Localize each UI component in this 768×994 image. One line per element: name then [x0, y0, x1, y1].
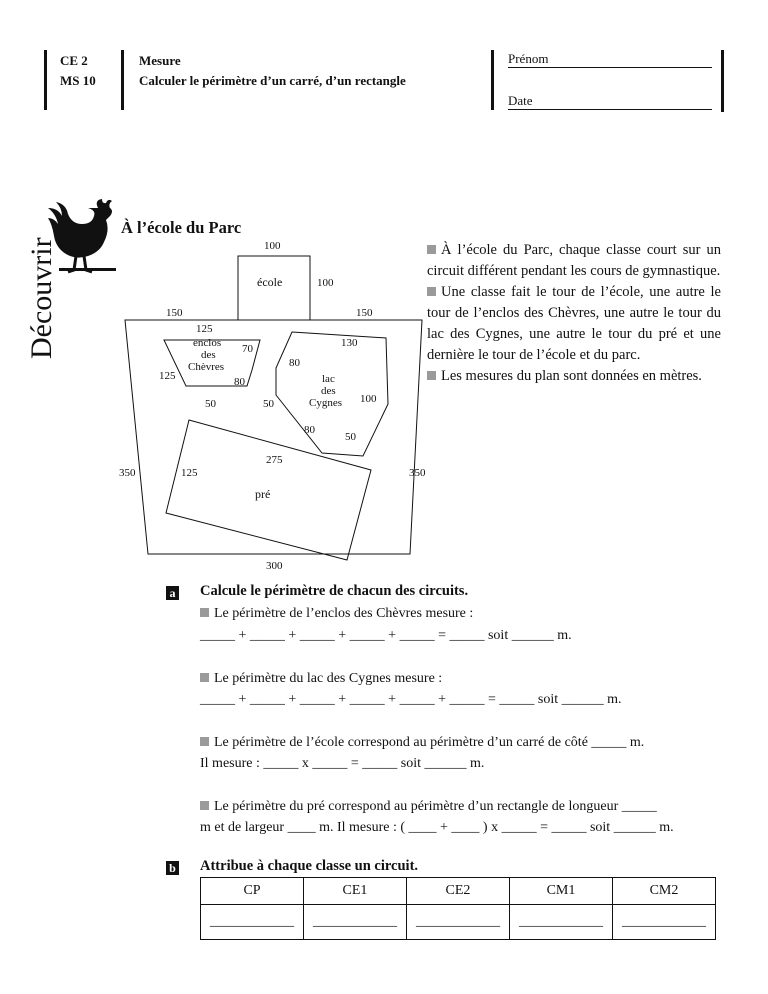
square-bullet-icon: [200, 673, 209, 682]
q2-text: Le périmètre du lac des Cygnes mesure :: [200, 669, 442, 689]
q4-answer-line[interactable]: m et de largeur ____ m. Il mesure : ( ____ + ____ ) x _____ = _____ soit ______ m.: [200, 820, 674, 835]
question-b-letter: b: [166, 861, 179, 875]
ecole-top-length: 100: [264, 240, 281, 252]
side-label: Découvrir: [25, 237, 58, 359]
answer-cell[interactable]: ____________: [510, 905, 613, 940]
answer-cell[interactable]: ____________: [304, 905, 407, 940]
lac-label-1: lac: [322, 373, 335, 385]
lac-left-lower-length: 50: [263, 398, 274, 410]
header-bar-left: [44, 50, 47, 110]
question-b-title: Attribue à chaque classe un circuit.: [200, 858, 419, 874]
park-map: [100, 240, 460, 580]
enclos-label-2: des: [201, 349, 216, 361]
column-header: CM1: [510, 878, 613, 905]
prenom-label: Prénom: [508, 51, 549, 66]
pre-top-length: 275: [266, 454, 283, 466]
level-label: CE 2: [60, 53, 88, 68]
lac-top-length: 130: [341, 337, 358, 349]
code-label: MS 10: [60, 73, 96, 88]
q1-text: Le périmètre de l’enclos des Chèvres mesure :: [200, 604, 473, 624]
square-bullet-icon: [427, 245, 436, 254]
park-top-left-length: 150: [166, 307, 183, 319]
intro-paragraph-2: Une classe fait le tour de l’école, une autre le tour de l’enclos des Chèvres, une autre le tour du lac des Cygnes, une autre le tour du pré et une dernière le tour de l’école et du parc.: [427, 284, 721, 363]
enclos-label-1: enclos: [193, 337, 222, 349]
q3-text[interactable]: Le périmètre de l’école correspond au périmètre d’un carré de côté _____ m.: [200, 733, 644, 753]
lac-right-length: 100: [360, 393, 377, 405]
class-circuit-table: [200, 877, 716, 940]
answer-cell[interactable]: ____________: [613, 905, 716, 940]
header-bar-mid: [121, 50, 124, 110]
lac-bottom-right-length: 50: [345, 431, 356, 443]
square-bullet-icon: [200, 737, 209, 746]
park-top-right-length: 150: [356, 307, 373, 319]
park-outline: [125, 320, 422, 554]
enclos-bottom-length: 50: [205, 398, 216, 410]
park-bottom-length: 300: [266, 560, 283, 572]
lac-bottom-left-length: 80: [304, 424, 315, 436]
square-bullet-icon: [200, 608, 209, 617]
question-a-title: Calcule le périmètre de chacun des circuits.: [200, 583, 469, 599]
park-left-length: 350: [119, 467, 136, 479]
pre-left-length: 125: [181, 467, 198, 479]
table-header-row: [201, 878, 716, 905]
q4-text[interactable]: Le périmètre du pré correspond au périmètre d’un rectangle de longueur _____: [200, 797, 657, 817]
table-answer-row: [201, 905, 716, 940]
intro-text: [427, 240, 721, 387]
pre-label: pré: [255, 487, 271, 501]
q2-answer-line[interactable]: _____ + _____ + _____ + _____ + _____ + _____ = _____ soit ______ m.: [200, 692, 622, 707]
park-right-length: 350: [409, 467, 426, 479]
answer-cell[interactable]: ____________: [201, 905, 304, 940]
enclos-left-length: 125: [159, 370, 176, 382]
enclos-top-length: 125: [196, 323, 213, 335]
intro-paragraph-1: À l’école du Parc, chaque classe court sur un circuit différent pendant les cours de gymnastique.: [427, 242, 721, 279]
answer-cell[interactable]: ____________: [407, 905, 510, 940]
date-label: Date: [508, 93, 533, 108]
enclos-right-lower-length: 80: [234, 376, 245, 388]
header-bar-right: [491, 50, 494, 110]
section-title: À l’école du Parc: [121, 218, 242, 237]
column-header: CP: [201, 878, 304, 905]
square-bullet-icon: [427, 287, 436, 296]
square-bullet-icon: [200, 801, 209, 810]
q1-answer-line[interactable]: _____ + _____ + _____ + _____ + _____ = _____ soit ______ m.: [200, 628, 572, 643]
date-field[interactable]: [508, 109, 712, 110]
lac-left-upper-length: 80: [289, 357, 300, 369]
lac-label-3: Cygnes: [309, 397, 342, 409]
column-header: CE2: [407, 878, 510, 905]
column-header: CE1: [304, 878, 407, 905]
square-bullet-icon: [427, 371, 436, 380]
enclos-right-upper-length: 70: [242, 343, 253, 355]
lac-label-2: des: [321, 385, 336, 397]
q3-answer-line[interactable]: Il mesure : _____ x _____ = _____ soit ______ m.: [200, 756, 485, 771]
column-header: CM2: [613, 878, 716, 905]
enclos-label-3: Chèvres: [188, 361, 225, 373]
subject-label: Mesure: [139, 53, 181, 68]
page-title: Calculer le périmètre d’un carré, d’un rectangle: [139, 73, 406, 88]
intro-paragraph-3: Les mesures du plan sont données en mètres.: [427, 366, 721, 387]
header-bar-far-right: [721, 50, 724, 112]
question-a-letter: a: [166, 586, 179, 600]
prenom-field[interactable]: [508, 67, 712, 68]
ecole-label: école: [257, 275, 283, 289]
ecole-side-length: 100: [317, 277, 334, 289]
